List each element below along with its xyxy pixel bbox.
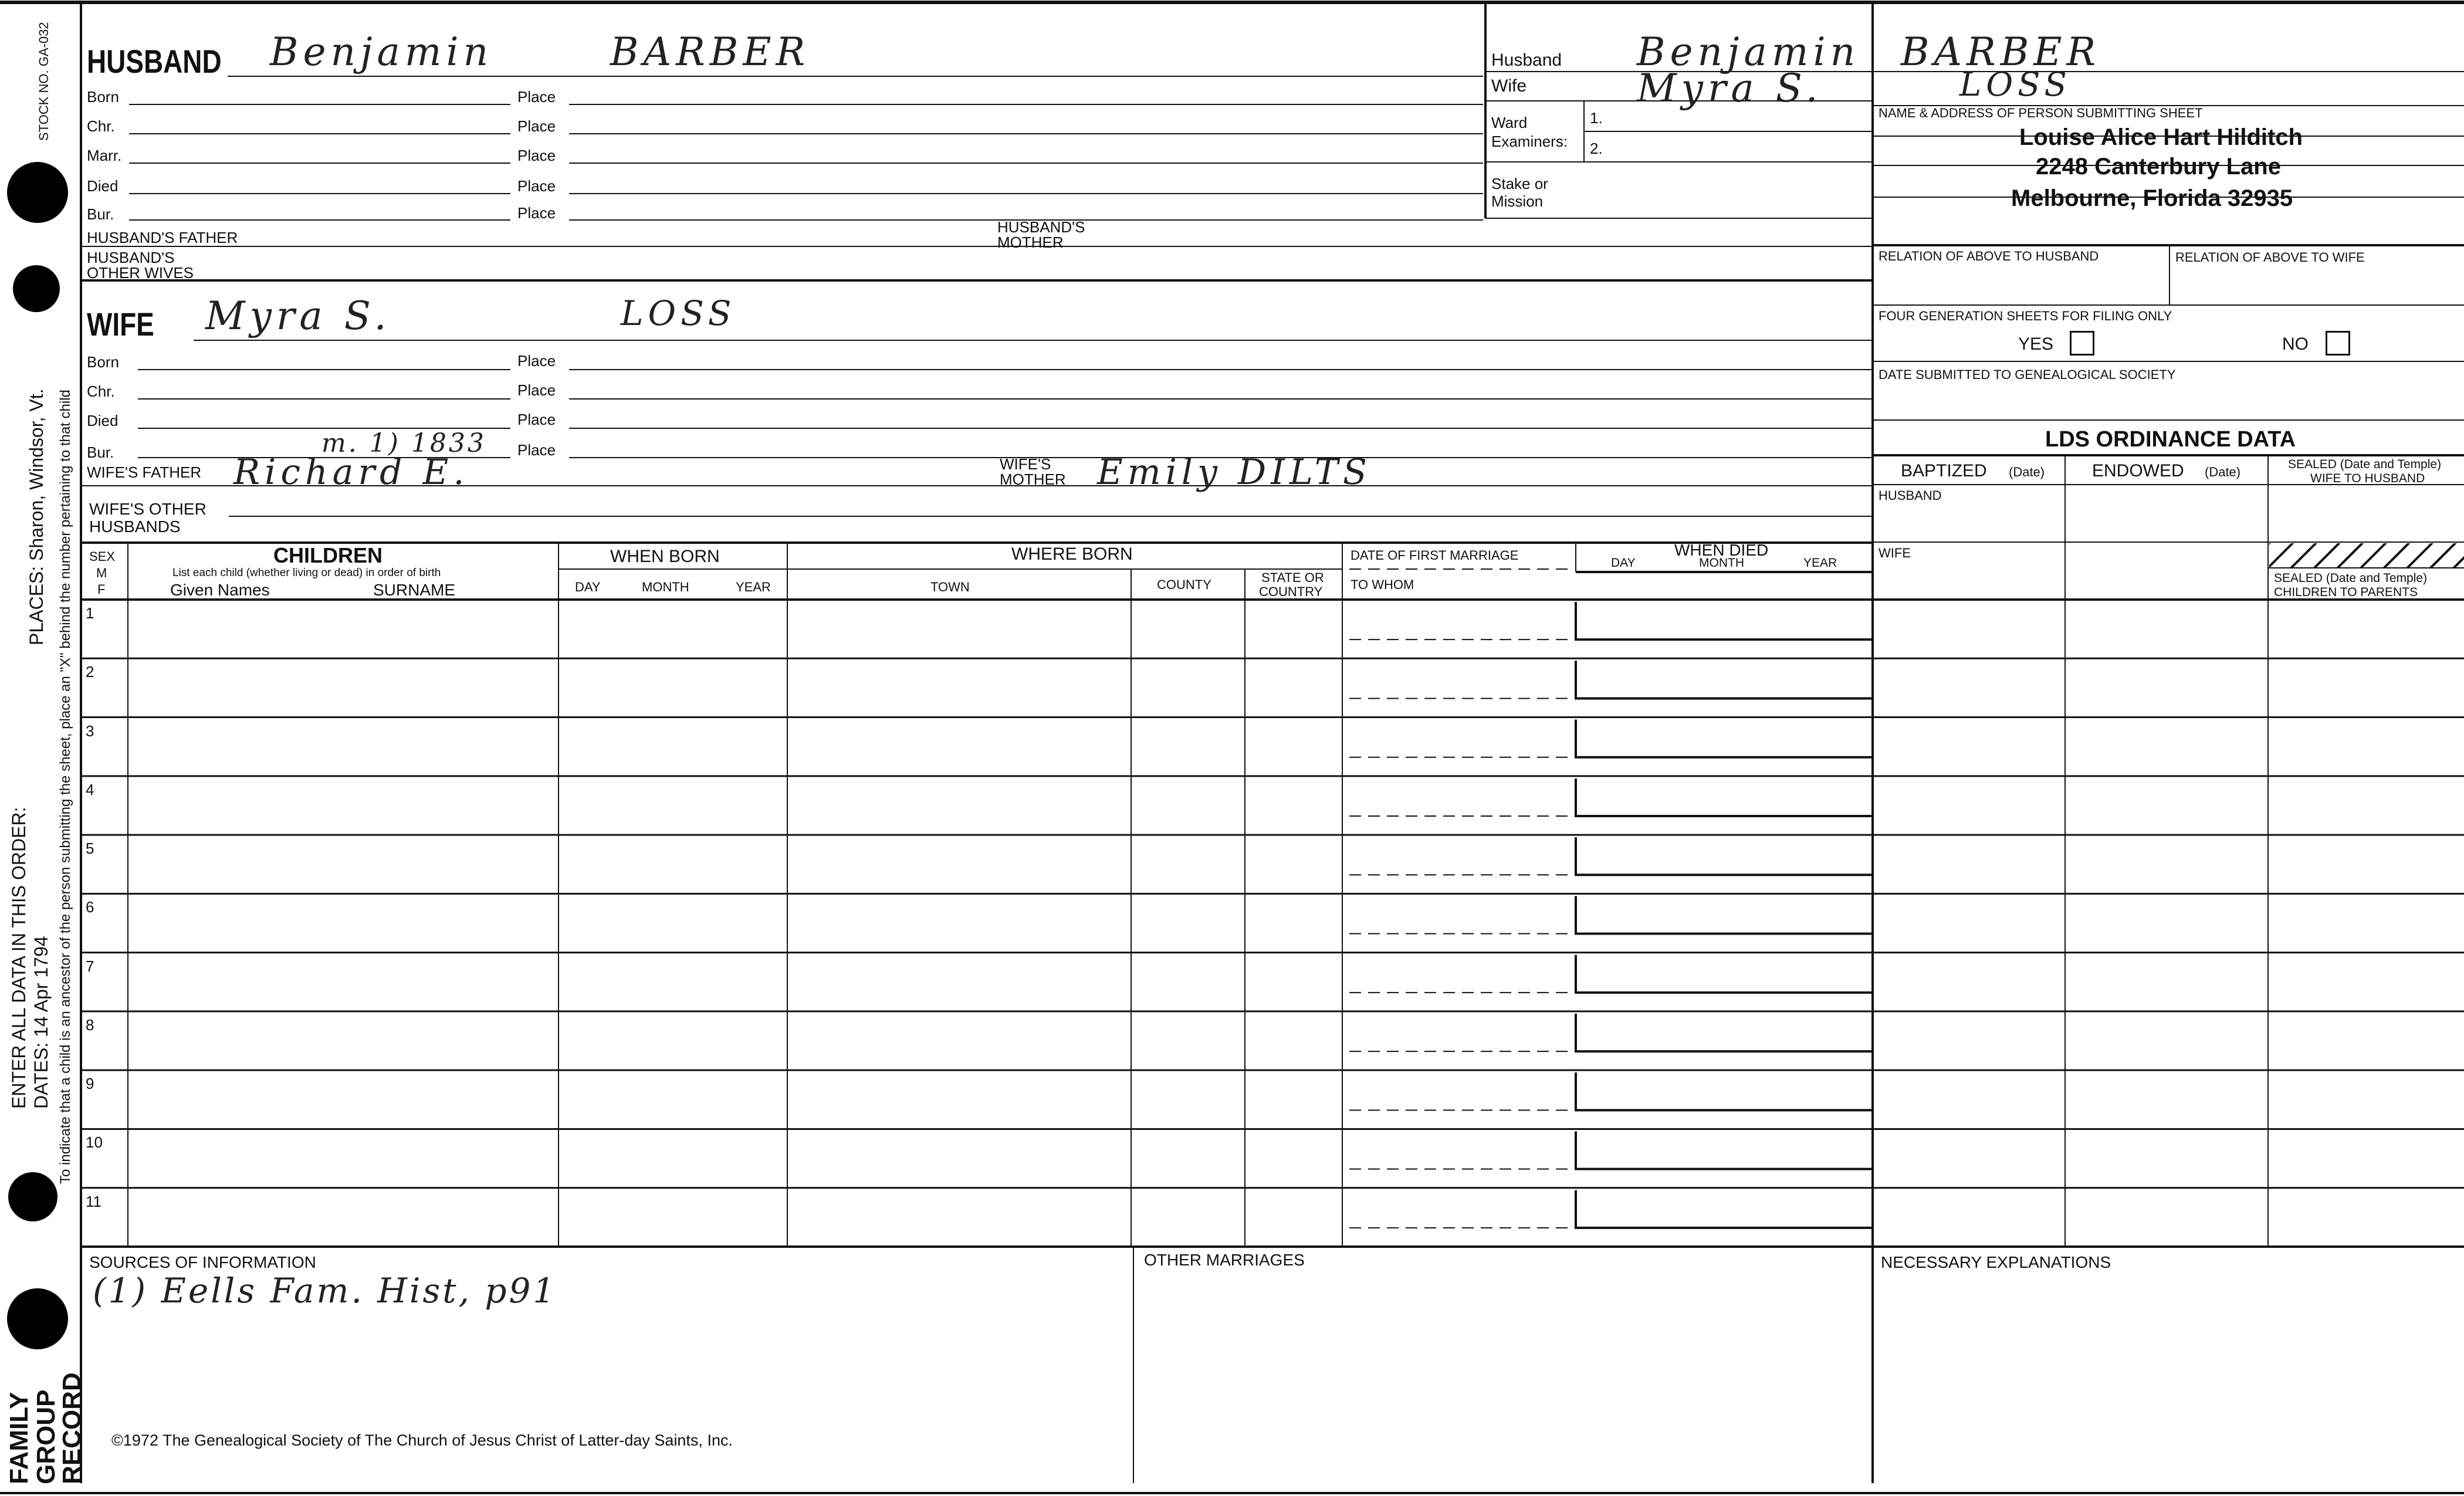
child-row-number: 4: [86, 780, 94, 798]
wife-mother-label: WIFE'S: [1000, 455, 1051, 473]
copyright: ©1972 The Genealogical Society of The Church of Jesus Christ of Latter-day Saints, Inc.: [111, 1431, 733, 1449]
children-subtitle: List each child (whether living or dead) in order of birth: [172, 567, 441, 579]
sealed-wife-label: SEALED (Date and Temple): [2288, 458, 2442, 471]
lds-wife-label: WIFE: [1879, 546, 1911, 560]
child-row-number: 9: [86, 1075, 94, 1093]
explanations-label: NECESSARY EXPLANATIONS: [1881, 1253, 2111, 1271]
husband-label: HUSBAND: [87, 43, 222, 80]
wife-given-name: Myra S.: [205, 293, 391, 339]
child-row-number: 8: [86, 1016, 94, 1034]
summary-wife-surname: LOSS: [1959, 66, 2072, 104]
died-month-header: MONTH: [1699, 556, 1744, 570]
born-year-header: YEAR: [736, 580, 771, 594]
wife-born-place-label: Place: [517, 352, 556, 370]
form-title: GROUP: [32, 1389, 60, 1484]
husband-other-wives-label: HUSBAND'S: [87, 249, 175, 266]
sex-header: M: [96, 566, 107, 580]
date-submitted-label: DATE SUBMITTED TO GENEALOGICAL SOCIETY: [1879, 367, 2176, 382]
child-row-number: 6: [86, 898, 94, 916]
baptized-label: BAPTIZED: [1901, 461, 1987, 480]
wife-chr-label: Chr.: [87, 383, 115, 400]
husband-bur-place-label: Place: [517, 204, 556, 222]
relation-husband-label: RELATION OF ABOVE TO HUSBAND: [1879, 249, 2099, 263]
town-header: TOWN: [930, 580, 970, 594]
child-row-number: 3: [86, 722, 94, 740]
wife-born-label: Born: [87, 353, 119, 371]
when-died-bracket: [1576, 661, 1873, 698]
summary-husband-surname: BARBER: [1901, 29, 2101, 75]
when-died-bracket: [1576, 1131, 1873, 1169]
husband-died-label: Died: [87, 177, 119, 195]
summary-wife-given: Myra S.: [1637, 66, 1823, 111]
surname-header: SURNAME: [373, 581, 456, 599]
sources-value: (1) Eells Fam. Hist, p91: [93, 1271, 557, 1311]
born-day-header: DAY: [575, 580, 601, 594]
when-died-bracket: [1576, 1014, 1873, 1051]
wife-died-label: Died: [87, 412, 119, 429]
wife-father-value: Richard E.: [233, 452, 469, 493]
submitter-city: Melbourne, Florida 32935: [2011, 185, 2293, 211]
state-header: STATE OR: [1261, 570, 1324, 585]
yes-checkbox[interactable]: [2070, 331, 2094, 356]
husband-mother-label: MOTHER: [997, 233, 1064, 251]
husband-marr-label: Marr.: [87, 147, 122, 164]
husband-other-wives-label: OTHER WIVES: [87, 264, 194, 282]
when-died-bracket: [1576, 896, 1873, 933]
wife-chr-place-label: Place: [517, 381, 556, 399]
stake-label: Stake or: [1491, 175, 1548, 192]
husband-bur-label: Bur.: [87, 205, 114, 223]
summary-husband-given: Benjamin: [1637, 29, 1860, 75]
sex-header: SEX: [89, 549, 116, 564]
when-died-header: WHEN DIED: [1674, 541, 1769, 559]
husband-born-place-label: Place: [517, 88, 556, 106]
wife-other-husbands-label: WIFE'S OTHER: [89, 500, 207, 518]
four-generation-label: FOUR GENERATION SHEETS FOR FILING ONLY: [1879, 309, 2172, 323]
when-died-bracket: [1576, 955, 1873, 993]
when-died-bracket: [1576, 1190, 1873, 1228]
summary-husband-label: Husband: [1491, 50, 1562, 70]
lds-title: LDS ORDINANCE DATA: [2045, 427, 2296, 452]
endowed-label: ENDOWED: [2092, 461, 2184, 480]
stock-number: STOCK NO. GA-032: [36, 22, 51, 141]
endowed-date-label: (Date): [2205, 465, 2241, 479]
died-year-header: YEAR: [1803, 556, 1837, 570]
husband-chr-place-label: Place: [517, 117, 556, 135]
sealed-children-label: CHILDREN TO PARENTS: [2274, 585, 2418, 599]
husband-father-label: HUSBAND'S FATHER: [87, 229, 238, 246]
county-header: COUNTY: [1157, 577, 1211, 592]
where-born-header: WHERE BORN: [1011, 544, 1133, 564]
binder-hole: [7, 1288, 68, 1349]
died-day-header: DAY: [1611, 556, 1636, 570]
no-checkbox[interactable]: [2326, 331, 2350, 356]
when-died-bracket: [1576, 779, 1873, 816]
sealed-wife-label: WIFE TO HUSBAND: [2310, 472, 2425, 485]
child-row-number: 5: [86, 840, 94, 858]
wife-bur-label: Bur.: [87, 444, 114, 461]
dates-instruction: DATES: 14 Apr 1794: [31, 936, 52, 1109]
children-title: CHILDREN: [273, 543, 383, 567]
order-instruction: ENTER ALL DATA IN THIS ORDER:: [8, 807, 29, 1109]
binder-hole: [13, 265, 60, 312]
husband-chr-label: Chr.: [87, 117, 115, 135]
state-header: COUNTRY: [1259, 584, 1323, 599]
examiner-1: 1.: [1590, 109, 1603, 127]
husband-surname: BARBER: [610, 29, 810, 75]
child-row-number: 2: [86, 663, 94, 681]
child-row-number: 1: [86, 604, 94, 622]
wife-mother-value: Emily DILTS: [1097, 452, 1372, 493]
when-died-bracket: [1576, 602, 1873, 639]
ancestor-instruction: To indicate that a child is an ancestor of the person submitting the sheet, place an "X" behind the number pertaining to that child: [57, 390, 73, 1184]
first-marriage-header: DATE OF FIRST MARRIAGE: [1351, 548, 1519, 563]
when-died-bracket: [1576, 837, 1873, 875]
wife-label: WIFE: [87, 306, 154, 343]
husband-born-label: Born: [87, 88, 119, 106]
child-row-number: 7: [86, 957, 94, 975]
lds-husband-label: HUSBAND: [1879, 488, 1942, 503]
wife-surname: LOSS: [621, 293, 736, 333]
born-month-header: MONTH: [642, 580, 689, 594]
yes-label: YES: [2018, 334, 2054, 354]
wife-bur-note: m. 1) 1833: [321, 428, 486, 458]
when-died-bracket: [1576, 1072, 1873, 1110]
wife-father-label: WIFE'S FATHER: [87, 463, 202, 481]
binder-hole: [8, 1172, 57, 1221]
when-died-bracket: [1576, 720, 1873, 757]
husband-mother-label: HUSBAND'S: [997, 218, 1085, 236]
when-born-header: WHEN BORN: [610, 547, 720, 566]
wife-died-place-label: Place: [517, 411, 556, 428]
baptized-date-label: (Date): [2009, 465, 2045, 479]
other-marriages-label: OTHER MARRIAGES: [1144, 1251, 1305, 1269]
examiner-2: 2.: [1590, 140, 1603, 157]
form-title: RECORD: [57, 1372, 86, 1484]
places-instruction: PLACES: Sharon, Windsor, Vt.: [26, 388, 47, 645]
husband-marr-place-label: Place: [517, 147, 556, 164]
mission-label: Mission: [1491, 192, 1544, 210]
submitter-street: 2248 Canterbury Lane: [2036, 154, 2281, 180]
form-title: FAMILY: [5, 1392, 33, 1484]
wife-mother-label: MOTHER: [1000, 471, 1066, 488]
wife-bur-place-label: Place: [517, 441, 556, 459]
submitter-name: Louise Alice Hart Hilditch: [2019, 124, 2303, 150]
summary-wife-label: Wife: [1491, 76, 1527, 96]
sealed-children-label: SEALED (Date and Temple): [2274, 571, 2428, 585]
child-row-number: 11: [86, 1192, 101, 1210]
binder-hole: [7, 162, 68, 223]
no-label: NO: [2282, 334, 2309, 354]
husband-given-name: Benjamin: [270, 29, 493, 75]
wife-other-husbands-label: HUSBANDS: [89, 517, 181, 536]
ward-label: Ward: [1491, 114, 1528, 131]
child-row-number: 10: [86, 1133, 103, 1152]
given-names-header: Given Names: [170, 581, 270, 599]
relation-wife-label: RELATION OF ABOVE TO WIFE: [2175, 250, 2365, 265]
sources-label: SOURCES OF INFORMATION: [89, 1253, 316, 1271]
examiners-label: Examiners:: [1491, 133, 1568, 150]
submitter-label: NAME & ADDRESS OF PERSON SUBMITTING SHEET: [1879, 106, 2203, 120]
to-whom-header: TO WHOM: [1351, 577, 1414, 592]
sex-header: F: [97, 582, 106, 597]
husband-died-place-label: Place: [517, 177, 556, 195]
